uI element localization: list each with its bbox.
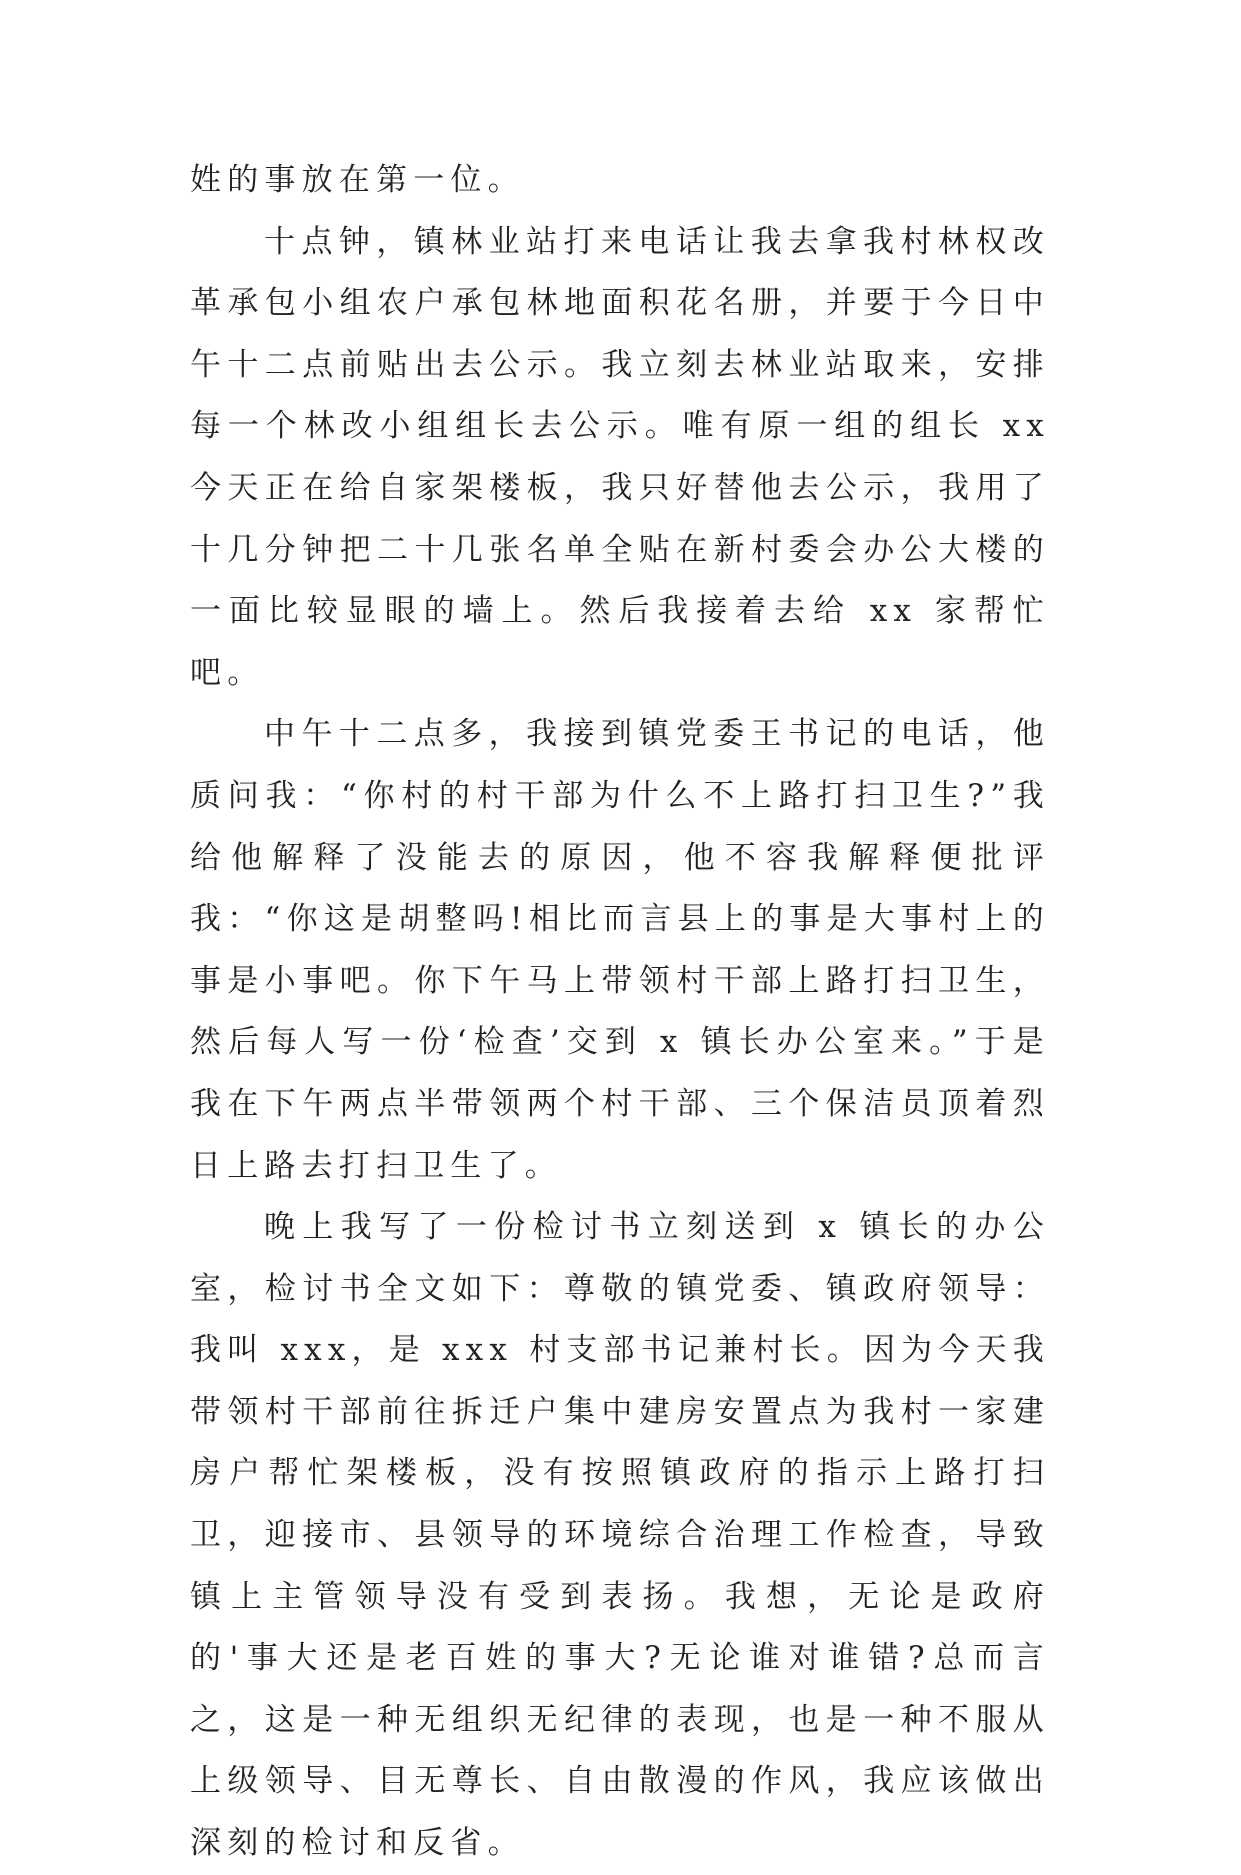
paragraph-party-secretary-call: 中午十二点多，我接到镇党委王书记的电话，他质问我：“你村的村干部为什么不上路打扫卫生?”我给他解释了没能去的原因，他不容我解释便批评我：“你这是胡整吗!相比而言县上的事是大事村上的事是小事吧。你下午马上带领村干部上路打扫卫生，然后每人写一份‘检查’交到 x 镇长办公室来。”于是我在下午两点半带领两个村干部、三个保洁员顶着烈日上路去打扫卫生了。 — [190, 716, 1050, 1184]
paragraph-continuation: 姓的事放在第一位。 — [190, 162, 525, 198]
paragraph-self-criticism-letter: 晚上我写了一份检讨书立刻送到 x 镇长的办公室，检讨书全文如下：尊敬的镇党委、镇政府领导：我叫 xxx，是 xxx 村支部书记兼村长。因为今天我带领村干部前往拆迁户集中建房安置点为我村一家建房户帮忙架楼板，没有按照镇政府的指示上路打扫卫，迎接市、县领导的环境综合治理工作检查，导致镇上主管领导没有受到表扬。我想，无论是政府的'事大还是老百姓的事大?无论谁对谁错?总而言之，这是一种无组织无纪律的表现，也是一种不服从上级领导、目无尊长、自由散漫的作风，我应该做出深刻的检讨和反省。 — [190, 1209, 1050, 1862]
paragraph-forestry-station-call: 十点钟，镇林业站打来电话让我去拿我村林权改革承包小组农户承包林地面积花名册，并要于今日中午十二点前贴出去公示。我立刻去林业站取来，安排每一个林改小组组长去公示。唯有原一组的组长 xx 今天正在给自家架楼板，我只好替他去公示，我用了十几分钟把二十几张名单全贴在新村委会办公大楼的一面比较显眼的墙上。然后我接着去给 xx 家帮忙吧。 — [190, 223, 1050, 691]
document-body — [190, 150, 1050, 1875]
